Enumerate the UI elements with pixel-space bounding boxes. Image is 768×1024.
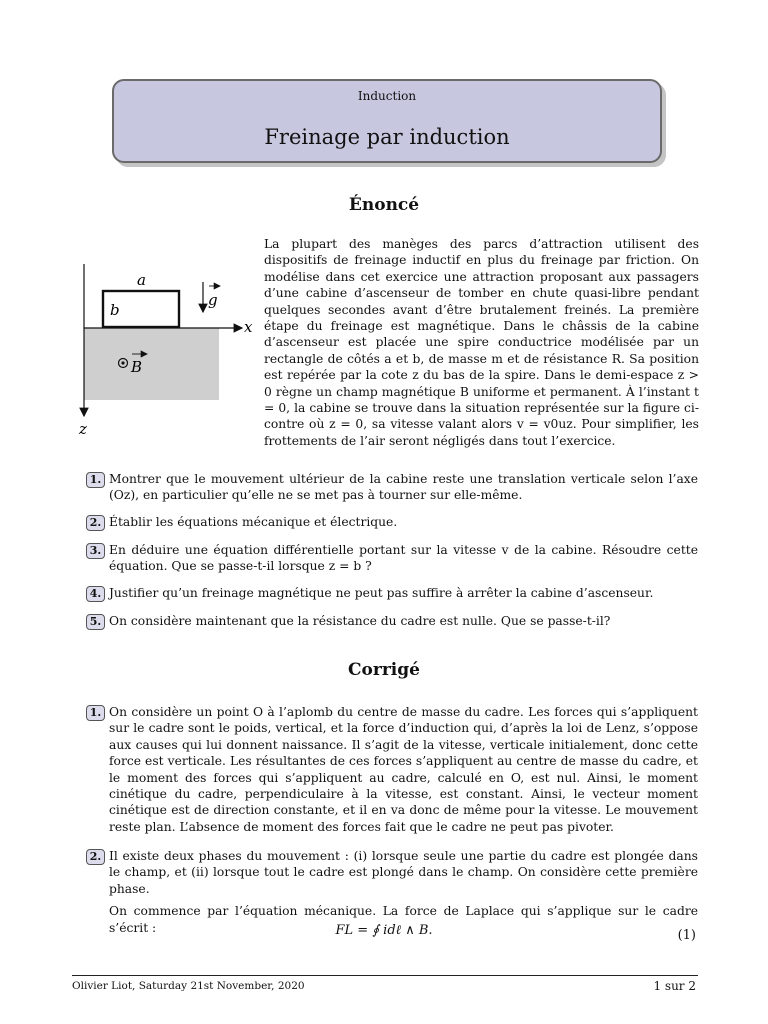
label-b: b xyxy=(110,301,120,319)
question-number: 2. xyxy=(86,515,105,531)
question-5 xyxy=(86,613,698,629)
answer-number: 1. xyxy=(86,705,105,721)
answer-paragraph: On considère un point O à l’aplomb du centre de masse du cadre. Les forces qui s’appliquent sur le cadre sont le poids, vertical, et la force d’induction qui, d’après la loi de Lenz, s’oppose aux causes qui lui donnent naissance. Il s’agit de la vitesse, verticale initialement, donc cette force est verticale. Les résultantes de ces forces s’appliquent au centre de masse du cadre, et le moment des forces qui s’appliquent au cadre, calculé en O, est nul. Ainsi, le moment cinétique du cadre, perpendiculaire à la vitesse, est constant. Ainsi, le vecteur moment cinétique est de direction constante, et il en va donc de même pour la vitesse. Le mouvement reste plan. L’absence de moment des forces fait que le cadre ne peut pas pivoter. xyxy=(109,705,698,834)
page-number: 1 sur 2 xyxy=(653,979,696,993)
question-number: 3. xyxy=(86,543,105,559)
question-number: 5. xyxy=(86,614,105,630)
question-number: 1. xyxy=(86,472,105,488)
question-text: On considère maintenant que la résistance du cadre est nulle. Que se passe-t-il? xyxy=(109,614,611,628)
enonce-text xyxy=(264,236,699,449)
question-text: Montrer que le mouvement ultérieur de la cabine reste une translation verticale selon l’axe (Oz), en particulier qu’elle ne se met pas à tourner sur elle-même. xyxy=(109,472,698,503)
answer-1 xyxy=(86,704,698,841)
question-text: En déduire une équation différentielle portant sur la vitesse v de la cabine. Résoudre cette équation. Que se passe-t-il lorsque z = b ? xyxy=(109,543,698,574)
label-a: a xyxy=(137,271,146,289)
equation-number: (1) xyxy=(677,928,696,943)
subject-label: Induction xyxy=(357,89,417,103)
label-x: x xyxy=(244,318,253,336)
answer-paragraph: Il existe deux phases du mouvement : (i) lorsque seule une partie du cadre est plongée dans le champ, et (ii) lorsque tout le cadre est plongé dans le champ. On considère cette première phase. xyxy=(109,849,698,896)
title-box xyxy=(112,79,662,163)
footer-rule xyxy=(72,975,698,976)
footer-author-date: Olivier Liot, Saturday 21st November, 2020 xyxy=(72,980,305,992)
enonce-heading: Énoncé xyxy=(348,195,420,215)
answer-paragraph: On commence par l’équation mécanique. La force de Laplace qui s’applique sur le cadre s’écrit : xyxy=(109,904,698,935)
question-3 xyxy=(86,542,698,575)
question-2 xyxy=(86,514,698,530)
answer-number: 2. xyxy=(86,849,105,865)
induction-figure xyxy=(70,262,270,442)
question-text: Justifier qu’un freinage magnétique ne peut pas suffire à arrêter la cabine d’ascenseur. xyxy=(109,586,654,600)
enonce-paragraph: La plupart des manèges des parcs d’attraction utilisent des dispositifs de freinage inductif en plus du freinage par friction. On modélise dans cet exercice une attraction proposant aux passagers d’une cabine d’ascenseur de tomber en chute quasi-libre pendant quelques secondes avant d’être brutalement freinés. La première étape du freinage est magnétique. Dans le châssis de la cabine d’ascenseur est placée une spire conductrice modélisée par un rectangle de côtés a et b, de masse m et de résistance R. Sa position est repérée par la cote z du bas de la spire. Dans le demi-espace z > 0 règne un champ magnétique B uniforme et permanent. À l’instant t = 0, la cabine se trouve dans la situation représentée sur la figure ci-contre où z = 0, sa vitesse valant alors v = v0uz. Pour simplifier, les frottements de l’air seront négligés dans tout l’exercice. xyxy=(264,237,699,448)
page-title: Freinage par induction xyxy=(264,125,510,149)
question-text: Établir les équations mécanique et électrique. xyxy=(109,515,398,529)
question-4 xyxy=(86,585,698,601)
question-1 xyxy=(86,471,698,504)
label-g: g xyxy=(208,291,218,309)
corrige-heading: Corrigé xyxy=(348,660,420,680)
equation-laplace: FL = ∮ idℓ ∧ B. xyxy=(335,923,433,938)
field-region xyxy=(84,328,219,400)
question-number: 4. xyxy=(86,586,105,602)
label-z: z xyxy=(79,420,87,438)
label-B: B xyxy=(131,358,143,376)
